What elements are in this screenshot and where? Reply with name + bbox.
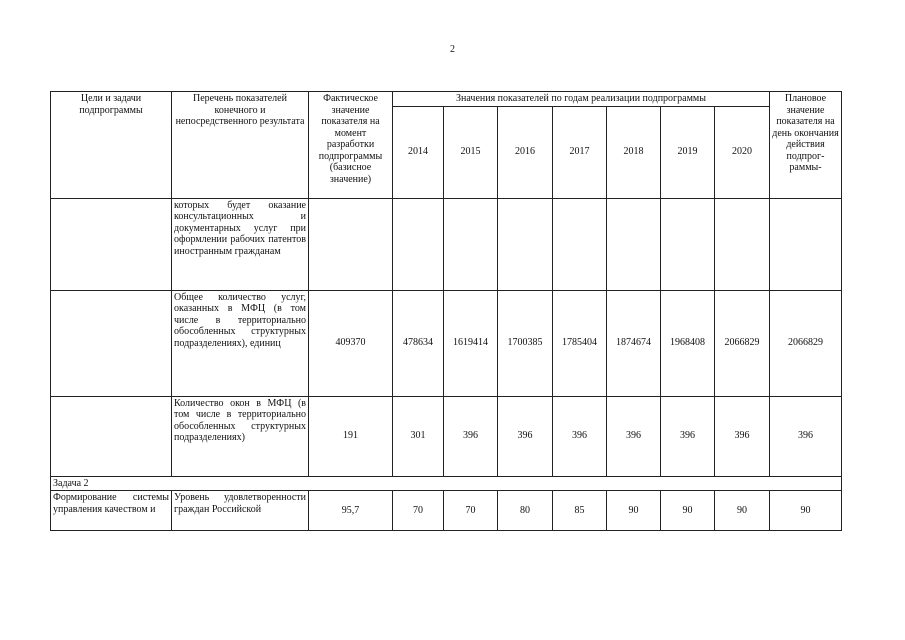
value-cell: 1968408 — [661, 290, 715, 396]
header-planned-value: Плановое значение показателя на день окончания действия подпрог-раммы- — [770, 92, 842, 199]
task-row — [51, 476, 842, 491]
value-cell: 396 — [607, 396, 661, 476]
value-cell — [661, 198, 715, 290]
value-cell: 396 — [715, 396, 770, 476]
table-row — [51, 290, 842, 396]
indicator-cell: которых будет оказание консультационных и документарных услуг при оформлении рабочих патентов иностранным гражданам — [172, 198, 309, 290]
value-cell: 396 — [444, 396, 498, 476]
header-row-1 — [51, 92, 842, 107]
value-cell: 90 — [661, 491, 715, 531]
year-2014: 2014 — [393, 106, 444, 198]
actual-cell — [309, 198, 393, 290]
planned-cell — [770, 198, 842, 290]
value-cell: 90 — [607, 491, 661, 531]
year-2020: 2020 — [715, 106, 770, 198]
year-2015: 2015 — [444, 106, 498, 198]
value-cell: 396 — [498, 396, 553, 476]
table-row — [51, 396, 842, 476]
goal-cell — [51, 198, 172, 290]
value-cell — [444, 198, 498, 290]
value-cell: 80 — [498, 491, 553, 531]
year-2016: 2016 — [498, 106, 553, 198]
value-cell — [553, 198, 607, 290]
value-cell: 85 — [553, 491, 607, 531]
indicator-cell: Количество окон в МФЦ (в том числе в территориально обособленных структурных подразделениях) — [172, 396, 309, 476]
planned-cell: 396 — [770, 396, 842, 476]
table-row — [51, 198, 842, 290]
task-label: Задача 2 — [51, 476, 842, 491]
value-cell: 478634 — [393, 290, 444, 396]
year-2019: 2019 — [661, 106, 715, 198]
value-cell: 70 — [393, 491, 444, 531]
header-years-group: Значения показателей по годам реализации подпрограммы — [393, 92, 770, 107]
header-actual-value: Фактическое значение показателя на момент разработки подпрограммы (базисное значение) — [309, 92, 393, 199]
goal-cell: Формирование системы управления качеством и — [51, 491, 172, 531]
value-cell: 396 — [661, 396, 715, 476]
header-indicators: Перечень показателей конечного и непосредственного результата — [172, 92, 309, 199]
value-cell — [607, 198, 661, 290]
year-2018: 2018 — [607, 106, 661, 198]
value-cell — [715, 198, 770, 290]
value-cell: 396 — [553, 396, 607, 476]
actual-cell: 409370 — [309, 290, 393, 396]
value-cell: 1700385 — [498, 290, 553, 396]
header-goals: Цели и задачи подпрограммы — [51, 92, 172, 199]
goal-cell — [51, 290, 172, 396]
page-number: 2 — [450, 44, 455, 55]
value-cell: 90 — [715, 491, 770, 531]
indicator-cell: Уровень удовлетворенности граждан Российской — [172, 491, 309, 531]
actual-cell: 95,7 — [309, 491, 393, 531]
value-cell — [498, 198, 553, 290]
value-cell — [393, 198, 444, 290]
value-cell: 1785404 — [553, 290, 607, 396]
value-cell: 1619414 — [444, 290, 498, 396]
table-row — [51, 491, 842, 531]
actual-cell: 191 — [309, 396, 393, 476]
planned-cell: 2066829 — [770, 290, 842, 396]
value-cell: 2066829 — [715, 290, 770, 396]
year-2017: 2017 — [553, 106, 607, 198]
indicator-cell: Общее количество услуг, оказанных в МФЦ (в том числе в территориально обособленных структурных подразделениях), единиц — [172, 290, 309, 396]
value-cell: 301 — [393, 396, 444, 476]
goal-cell — [51, 396, 172, 476]
value-cell: 70 — [444, 491, 498, 531]
indicators-table — [50, 91, 842, 531]
value-cell: 1874674 — [607, 290, 661, 396]
planned-cell: 90 — [770, 491, 842, 531]
